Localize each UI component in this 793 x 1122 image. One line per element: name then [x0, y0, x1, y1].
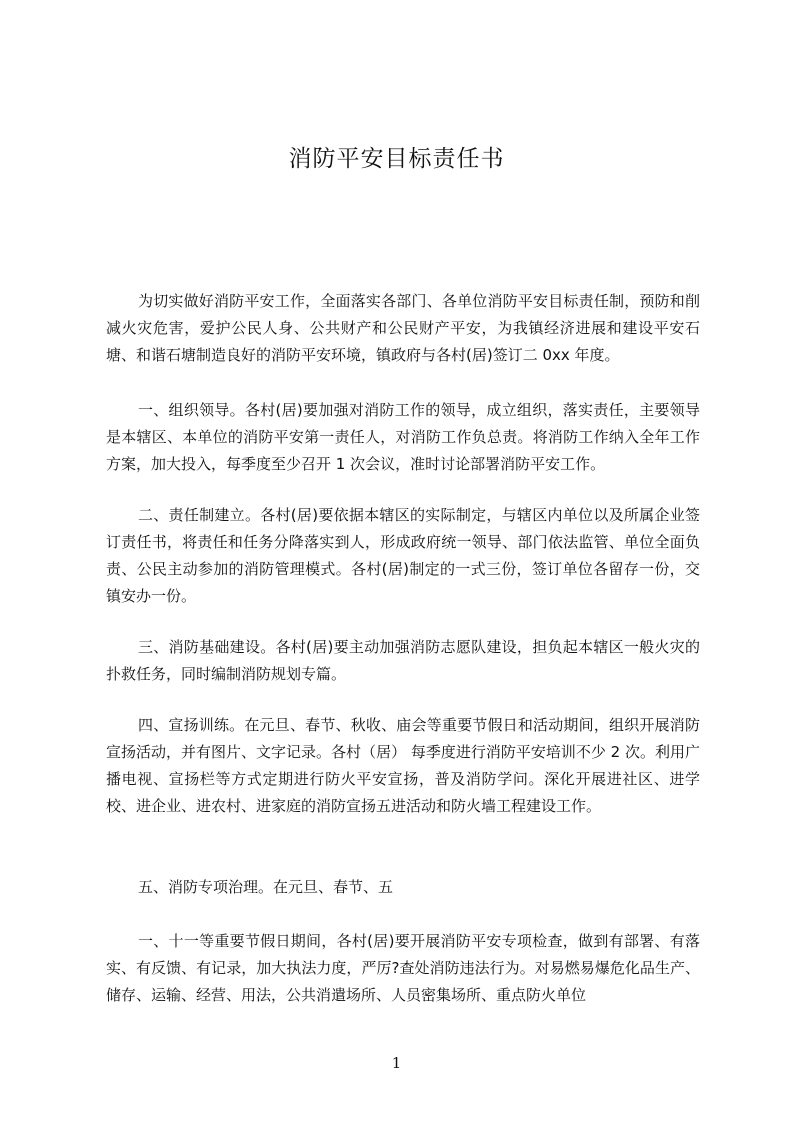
document-title: 消防平安目标责任书: [288, 146, 505, 172]
paragraph-responsibility-system: 二、责任制建立。各村(居)要依据本辖区的实际制定，与辖区内单位以及所属企业签订责任书，将责任和任务分降落实到人，形成政府统一领导、部门依法监管、单位全面负责、公民主动参加的消防管理模式。各村(居)制定的一式三份，签订单位各留存一份，交镇安办一份。: [106, 506, 700, 605]
paragraph-intro: 为切实做好消防平安工作，全面落实各部门、各单位消防平安目标责任制，预防和削减火灾危害，爱护公民人身、公共财产和公民财产平安，为我镇经济进展和建设平安石塘、和谐石塘制造良好的消防平安环境，镇政府与各村(居)签订二 0xx 年度。: [106, 292, 700, 364]
paragraph-special-governance: 五、消防专项治理。在元旦、春节、五: [138, 878, 394, 896]
paragraph-organization-leadership: 一、组织领导。各村(居)要加强对消防工作的领导，成立组织，落实责任，主要领导是本辖区、本单位的消防平安第一责任人，对消防工作负总责。将消防工作纳入全年工作方案，加大投入，每季度至少召开 1 次会议，准时讨论部署消防平安工作。: [106, 401, 700, 473]
paragraph-holiday-inspection: 一、十一等重要节假日期间，各村(居)要开展消防平安专项检查，做到有部署、有落实、有反馈、有记录，加大执法力度，严厉?查处消防违法行为。对易燃易爆危化品生产、储存、运输、经营、用法，公共消遣场所、人员密集场所、重点防火单位: [106, 932, 700, 1004]
paragraph-fire-infrastructure: 三、消防基础建设。各村(居)要主动加强消防志愿队建设，担负起本辖区一般火灾的扑救任务，同时编制消防规划专篇。: [106, 638, 700, 683]
page-number: 1: [391, 1054, 402, 1072]
paragraph-publicity-training: 四、宣扬训练。在元旦、春节、秋收、庙会等重要节假日和活动期间，组织开展消防宣扬活动，并有图片、文字记录。各村（居） 每季度进行消防平安培训不少 2 次。利用广播电视、宣扬栏等方式定期进行防火平安宣扬，普及消防学问。深化开展进社区、进学校、进企业、进农村、进家庭的消防宣扬五进活动和防火墙工程建设工作。: [106, 716, 700, 815]
